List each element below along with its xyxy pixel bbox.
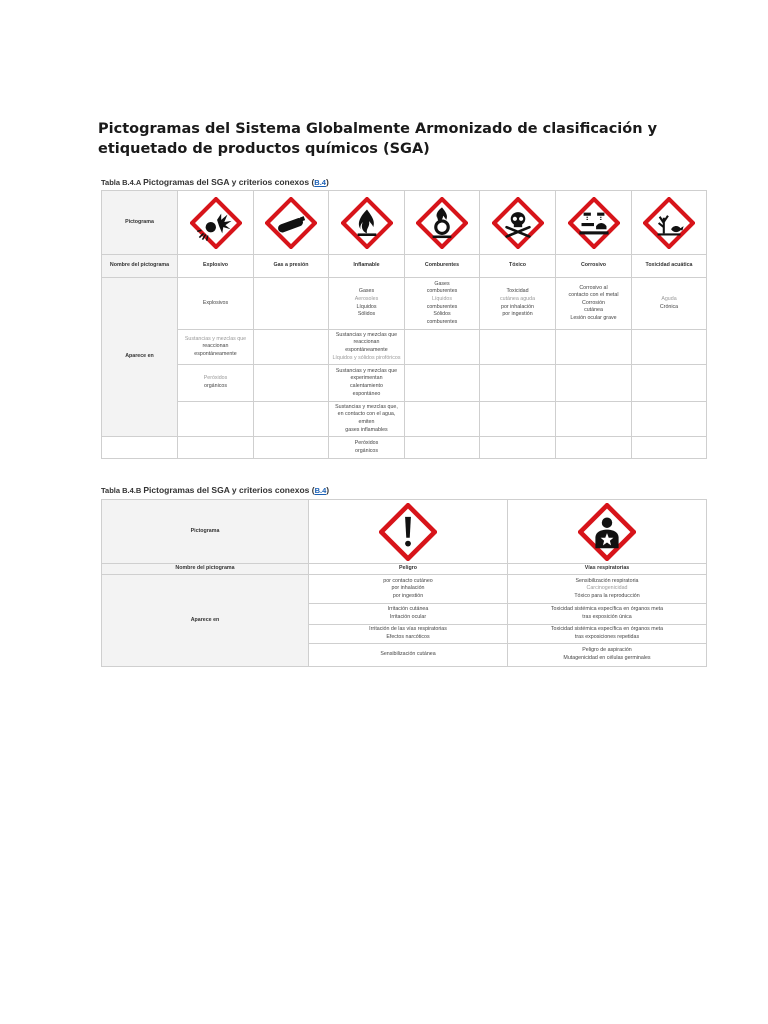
table-cell [329, 402, 405, 437]
cell-line: por ingestión [502, 311, 533, 318]
table-cell [254, 330, 329, 365]
table-b-caption-suffix: ) [326, 485, 330, 495]
table-a-pictogram-label: Pictograma [102, 191, 178, 255]
table-a-pic-cell [329, 191, 405, 255]
table-cell [254, 437, 329, 459]
cell-line: cutánea aguda [499, 295, 536, 302]
pictogram-name: Explosivo [178, 255, 254, 278]
cell-line: Toxicidad [506, 288, 529, 295]
table-cell [480, 365, 556, 402]
environment-icon [643, 197, 695, 249]
cell-line: tras exposiciones repetidas [574, 634, 640, 640]
table-a-name-row [102, 255, 707, 278]
table-a-pic-cell [556, 191, 632, 255]
table-cell [556, 330, 632, 365]
table-cell [309, 644, 508, 667]
table-b-pictogram-label: Pictograma [102, 500, 309, 564]
cell-line: por ingestión [392, 592, 424, 599]
table-cell [405, 437, 480, 459]
cell-line: Peróxidos [203, 375, 228, 382]
table-cell [632, 365, 707, 402]
pictogram-name: Inflamable [329, 255, 405, 278]
table-row [102, 575, 707, 604]
table-cell [309, 625, 508, 644]
table-cell [632, 437, 707, 459]
flame-icon [341, 197, 393, 249]
cell-line: Aguda [661, 295, 677, 302]
corrosion-icon [568, 197, 620, 249]
cell-line: Peligro de aspiración [582, 647, 632, 654]
cell-line: experimentan [350, 375, 383, 382]
cell-line: Tóxico para la reproducción [574, 592, 640, 599]
cell-line: cutánea [584, 307, 603, 314]
cell-line: gases inflamables [345, 426, 388, 433]
cell-line: contacto con el metal [568, 292, 619, 299]
table-cell [480, 278, 556, 330]
cell-line: Efectos narcóticos [386, 634, 430, 640]
cell-line: Sensibilización cutánea [380, 651, 436, 658]
cell-line: Sólidos [433, 311, 451, 318]
table-cell [178, 365, 254, 402]
table-row [102, 330, 707, 365]
table-a-appears-label: Aparece en [102, 278, 178, 437]
cell-line: Corrosivo al [579, 284, 608, 291]
table-cell [632, 278, 707, 330]
table-cell [556, 278, 632, 330]
table-a-caption-suffix: ) [325, 177, 329, 187]
table-cell [556, 402, 632, 437]
table-row [102, 402, 707, 437]
table-cell [178, 437, 254, 459]
table-cell [254, 402, 329, 437]
cell-line: por inhalación [391, 585, 425, 592]
table-cell [508, 625, 707, 644]
cell-line: Aerosoles [354, 295, 379, 302]
table-cell [309, 575, 508, 604]
pictogram-name: Toxicidad acuática [632, 255, 707, 278]
table-cell [405, 278, 480, 330]
cell-line: Sólidos [357, 311, 376, 318]
cell-line: Toxicidad sistémica específica en órganos meta [550, 606, 664, 613]
table-a-pic-cell [178, 191, 254, 255]
cell-line: comburentes [426, 303, 458, 310]
cell-line: Carcinogenicidad [586, 585, 628, 592]
pictogram-name: Comburentes [405, 255, 480, 278]
table-b-appears-label: Aparece en [102, 575, 309, 667]
pictogram-name: Vías respiratorias [508, 564, 707, 575]
cell-line: comburentes [426, 318, 458, 325]
cell-line: espontáneamente [345, 347, 388, 353]
cell-line: Gases [434, 280, 450, 287]
table-b-caption [101, 485, 329, 495]
table-a-name-label: Nombre del pictograma [102, 255, 178, 278]
table-cell [178, 402, 254, 437]
table-b-caption-prefix: Tabla B.4.B [101, 486, 142, 495]
table-a-caption [101, 177, 329, 187]
table-cell [556, 365, 632, 402]
cell-line: en contacto con el agua, [337, 411, 396, 418]
cell-line: Peróxidos [354, 439, 379, 446]
cell-line: espontáneo [352, 390, 381, 397]
table-a [101, 190, 707, 459]
table-a-caption-text: Pictogramas del SGA y criterios conexos ( [143, 177, 315, 187]
health-hazard-icon [578, 503, 636, 561]
table-cell [405, 402, 480, 437]
cell-line: Explosivos [202, 299, 229, 306]
table-cell [632, 402, 707, 437]
cell-line: orgánicos [355, 447, 378, 454]
table-row [102, 365, 707, 402]
table-cell [309, 604, 508, 625]
table-cell [508, 604, 707, 625]
exclamation-mark-icon [379, 503, 437, 561]
table-a-pic-cell [480, 191, 556, 255]
cell-line: Líquidos [431, 295, 453, 302]
cell-line: espontáneamente [194, 350, 237, 357]
table-cell [102, 437, 178, 459]
cell-line: Irritación cutánea [387, 606, 429, 613]
table-cell [329, 437, 405, 459]
table-row [102, 437, 707, 459]
cell-line: por inhalación [501, 303, 534, 310]
cell-line: orgánicos [204, 383, 227, 389]
table-a-pictogram-row [102, 191, 707, 255]
table-cell [329, 365, 405, 402]
cell-line: Sustancias y mezclas que [184, 335, 247, 342]
flame-over-circle-icon [416, 197, 468, 249]
table-a-pic-cell [632, 191, 707, 255]
table-cell [632, 330, 707, 365]
table-cell [480, 402, 556, 437]
table-a-pic-cell [405, 191, 480, 255]
pictogram-name: Gas a presión [254, 255, 329, 278]
cell-line: Líquidos [356, 303, 377, 310]
skull-crossbones-icon [492, 197, 544, 249]
pictogram-name: Tóxico [480, 255, 556, 278]
cell-line: Sustancias y mezclas que [335, 367, 398, 374]
cell-line: reaccionan [353, 339, 380, 346]
table-cell [254, 278, 329, 330]
table-cell [329, 278, 405, 330]
cell-line: Crónica [659, 303, 679, 310]
cell-line: Mutagenicidad en células germinales [563, 655, 651, 661]
page-title: Pictogramas del Sistema Globalmente Armonizado de clasificación y etiquetado de productos químicos (SGA) [98, 121, 658, 157]
cell-line: Sustancias y mezclas que [335, 331, 398, 338]
table-cell [405, 365, 480, 402]
cell-line: emiten [358, 419, 375, 425]
cell-line: Corrosión [582, 299, 605, 306]
table-b-pictogram-row [102, 500, 707, 564]
table-b-pic-cell [309, 500, 508, 564]
cell-line: Líquidos y sólidos pirofóricos [332, 354, 401, 361]
table-cell [480, 330, 556, 365]
cell-line: por contacto cutáneo [383, 577, 433, 584]
table-b-name-label: Nombre del pictograma [102, 564, 309, 575]
cell-line: tras exposición única [582, 614, 632, 620]
pictogram-name: Peligro [309, 564, 508, 575]
cell-line: Lesión ocular grave [570, 314, 617, 321]
gas-cylinder-icon [265, 197, 317, 249]
cell-line: calentamiento [350, 383, 383, 389]
cell-line: reaccionan [202, 343, 229, 350]
table-b-caption-link[interactable]: B.4 [314, 486, 327, 495]
pictogram-name: Corrosivo [556, 255, 632, 278]
table-cell [480, 437, 556, 459]
exploding-bomb-icon [190, 197, 242, 249]
table-a-caption-prefix: Tabla B.4.A [101, 178, 142, 187]
cell-line: comburentes [426, 288, 458, 295]
table-a-caption-link[interactable]: B.4 [314, 178, 326, 187]
cell-line: Sensibilización respiratoria [575, 577, 639, 584]
table-b [101, 499, 707, 667]
table-b-pic-cell [508, 500, 707, 564]
table-cell [405, 330, 480, 365]
table-row [102, 278, 707, 330]
table-b-name-row [102, 564, 707, 575]
cell-line: Sustancias y mezclas que, [335, 403, 398, 410]
table-cell [508, 644, 707, 667]
table-b-caption-text: Pictogramas del SGA y criterios conexos ( [143, 485, 315, 495]
table-cell [329, 330, 405, 365]
table-a-pic-cell [254, 191, 329, 255]
table-cell [254, 365, 329, 402]
cell-line: Irritación de las vías respiratorias [369, 626, 447, 633]
cell-line: Toxicidad sistémica específica en órganos meta [550, 626, 664, 633]
table-cell [556, 437, 632, 459]
cell-line: Gases [358, 288, 375, 295]
table-cell [178, 278, 254, 330]
cell-line: Irritación ocular [389, 614, 427, 620]
table-cell [508, 575, 707, 604]
table-cell [178, 330, 254, 365]
